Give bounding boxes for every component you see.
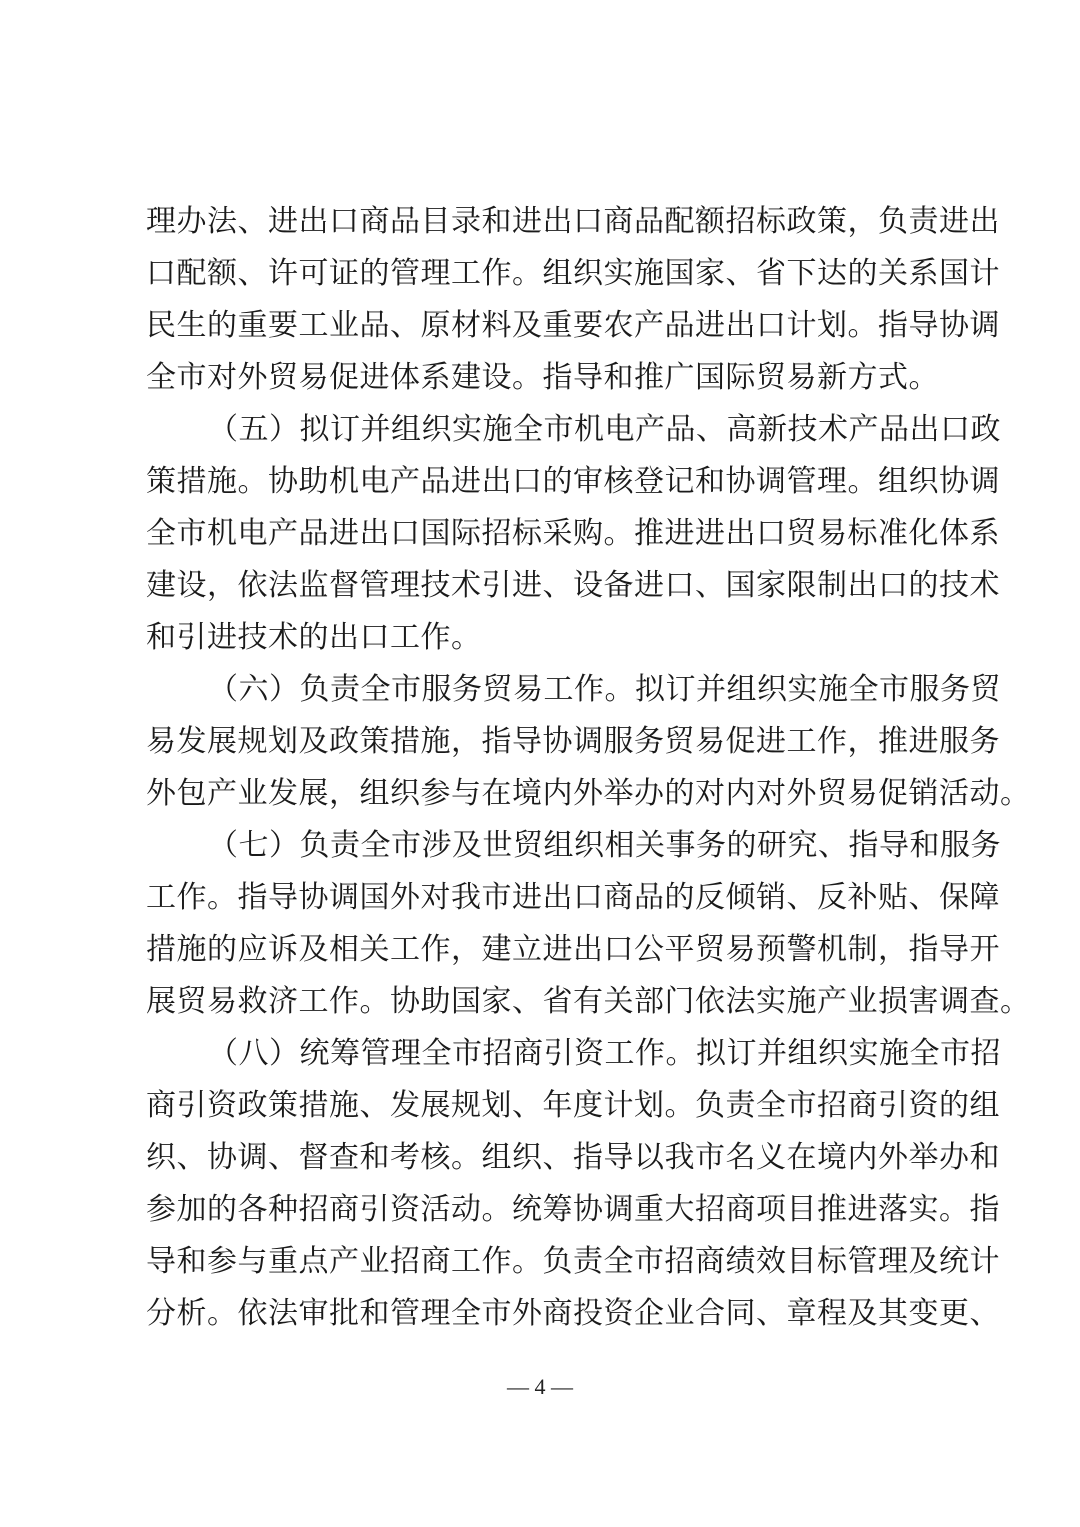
text-line: 民生的重要工业品、原材料及重要农产品进出口计划。指导协调 [146,308,1000,343]
page-number: — 4 — [507,1374,573,1399]
text-line: 易发展规划及政策措施，指导协调服务贸易促进工作，推进服务 [146,724,1000,759]
text-line: 参加的各种招商引资活动。统筹协调重大招商项目推进落实。指 [146,1192,1000,1227]
text-line: 商引资政策措施、发展规划、年度计划。负责全市招商引资的组 [146,1088,1000,1123]
text-line: 织、协调、督查和考核。组织、指导以我市名义在境内外举办和 [146,1140,1000,1175]
text-line: 和引进技术的出口工作。 [146,620,482,655]
text-line: 建设，依法监督管理技术引进、设备进口、国家限制出口的技术 [146,568,1000,603]
text-line: 展贸易救济工作。协助国家、省有关部门依法实施产业损害调查。 [146,984,1031,1019]
text-line: 工作。指导协调国外对我市进出口商品的反倾销、反补贴、保障 [146,880,1000,915]
text-line: 措施的应诉及相关工作，建立进出口公平贸易预警机制，指导开 [146,932,1000,967]
paragraph-first-line: （六）负责全市服务贸易工作。拟订并组织实施全市服务贸 [208,672,1001,707]
text-line: 全市机电产品进出口国际招标采购。推进进出口贸易标准化体系 [146,516,1000,551]
text-line: 策措施。协助机电产品进出口的审核登记和协调管理。组织协调 [146,464,1000,499]
paragraph-first-line: （七）负责全市涉及世贸组织相关事务的研究、指导和服务 [208,828,1001,863]
text-line: 导和参与重点产业招商工作。负责全市招商绩效目标管理及统计 [146,1244,1000,1279]
text-line: 分析。依法审批和管理全市外商投资企业合同、章程及其变更、 [146,1296,1000,1331]
text-line: 口配额、许可证的管理工作。组织实施国家、省下达的关系国计 [146,256,1000,291]
paragraph-first-line: （八）统筹管理全市招商引资工作。拟订并组织实施全市招 [208,1036,1001,1071]
text-line: 理办法、进出口商品目录和进出口商品配额招标政策，负责进出 [146,204,1000,239]
text-line: 全市对外贸易促进体系建设。指导和推广国际贸易新方式。 [146,360,939,395]
paragraph-first-line: （五）拟订并组织实施全市机电产品、高新技术产品出口政 [208,412,1001,447]
text-line: 外包产业发展，组织参与在境内外举办的对内对外贸易促销活动。 [146,776,1031,811]
